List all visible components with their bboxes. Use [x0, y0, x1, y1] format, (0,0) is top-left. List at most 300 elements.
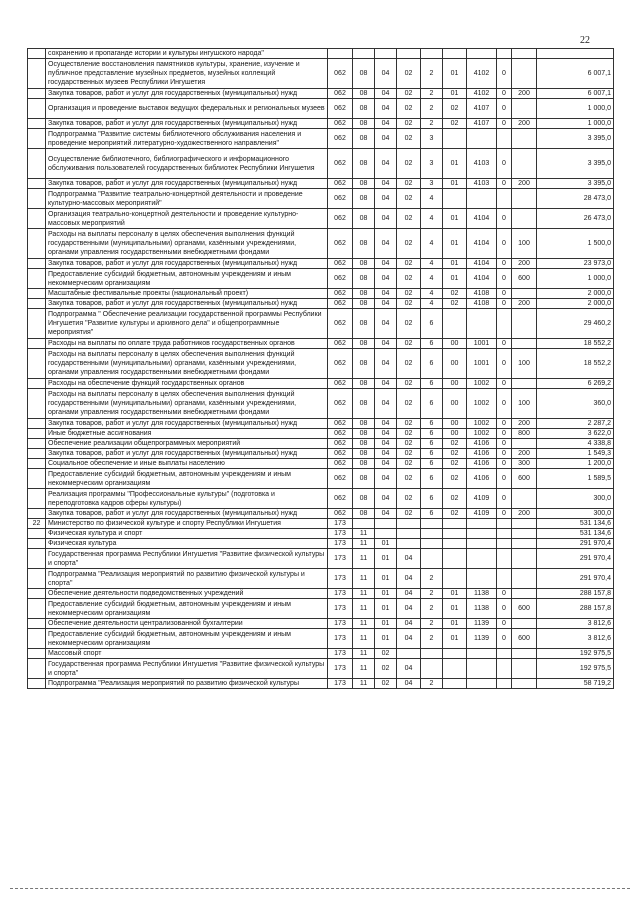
subprogram-code-cell: 6 — [421, 349, 443, 379]
description-cell: Осуществление восстановления памятников культуры, хранение, изучение и публичное представление музейных предметов, музейных коллекций государственных музеев Республики Ингушетия — [46, 59, 328, 89]
event-code-cell: 02 — [443, 119, 467, 129]
subsection-code-cell: 04 — [375, 89, 397, 99]
section-code-cell: 08 — [353, 269, 375, 289]
subprogram-code-cell: 6 — [421, 459, 443, 469]
table-row — [28, 509, 614, 519]
direction-code-cell: 4109 — [467, 489, 497, 509]
extra-code-cell: 0 — [497, 469, 512, 489]
row-number-cell — [28, 489, 46, 509]
expense-type-cell: 600 — [512, 469, 537, 489]
direction-code-cell: 1001 — [467, 339, 497, 349]
program-code-cell — [397, 539, 421, 549]
amount-cell: 300,0 — [537, 509, 614, 519]
ministry-code-cell: 173 — [328, 569, 353, 589]
direction-code-cell — [467, 49, 497, 59]
event-code-cell: 00 — [443, 389, 467, 419]
section-code-cell: 08 — [353, 229, 375, 259]
subsection-code-cell: 04 — [375, 269, 397, 289]
direction-code-cell: 4107 — [467, 99, 497, 119]
table-row — [28, 649, 614, 659]
table-row — [28, 569, 614, 589]
amount-cell: 360,0 — [537, 389, 614, 419]
program-code-cell: 02 — [397, 449, 421, 459]
row-number-cell — [28, 309, 46, 339]
description-cell: Предоставление субсидий бюджетным, автономным учреждениям и иным некоммерческим организациям — [46, 269, 328, 289]
description-cell: Расходы на обеспечение функций государственных органов — [46, 379, 328, 389]
section-code-cell: 11 — [353, 649, 375, 659]
subsection-code-cell: 02 — [375, 659, 397, 679]
table-row — [28, 529, 614, 539]
row-number-cell — [28, 619, 46, 629]
amount-cell: 2 000,0 — [537, 289, 614, 299]
description-cell: Закупка товаров, работ и услуг для государственных (муниципальных) нужд — [46, 299, 328, 309]
direction-code-cell: 1138 — [467, 599, 497, 619]
subsection-code-cell: 04 — [375, 309, 397, 339]
direction-code-cell: 4103 — [467, 149, 497, 179]
section-code-cell: 08 — [353, 99, 375, 119]
subsection-code-cell: 04 — [375, 509, 397, 519]
row-number-cell — [28, 59, 46, 89]
extra-code-cell: 0 — [497, 259, 512, 269]
event-code-cell: 02 — [443, 459, 467, 469]
table-body — [28, 49, 614, 689]
direction-code-cell: 4104 — [467, 209, 497, 229]
subprogram-code-cell: 4 — [421, 189, 443, 209]
ministry-code-cell: 173 — [328, 599, 353, 619]
table-row — [28, 269, 614, 289]
amount-cell: 3 395,0 — [537, 149, 614, 179]
amount-cell: 1 000,0 — [537, 119, 614, 129]
event-code-cell: 00 — [443, 419, 467, 429]
description-cell: Массовый спорт — [46, 649, 328, 659]
ministry-code-cell: 062 — [328, 419, 353, 429]
row-number-cell — [28, 659, 46, 679]
program-code-cell: 02 — [397, 259, 421, 269]
row-number-cell — [28, 299, 46, 309]
program-code-cell: 02 — [397, 389, 421, 419]
description-cell: Расходы на выплаты персоналу в целях обеспечения выполнения функций государственными (муниципальными) органами, казёнными учреждениями, органами управления государственными внебюджетными фондами — [46, 229, 328, 259]
section-code-cell: 11 — [353, 599, 375, 619]
event-code-cell: 01 — [443, 629, 467, 649]
program-code-cell: 02 — [397, 289, 421, 299]
event-code-cell: 00 — [443, 349, 467, 379]
subprogram-code-cell: 4 — [421, 299, 443, 309]
amount-cell: 3 622,0 — [537, 429, 614, 439]
program-code-cell: 02 — [397, 209, 421, 229]
program-code-cell: 02 — [397, 339, 421, 349]
subsection-code-cell: 04 — [375, 209, 397, 229]
subprogram-code-cell: 4 — [421, 259, 443, 269]
subprogram-code-cell — [421, 659, 443, 679]
amount-cell: 1 000,0 — [537, 99, 614, 119]
event-code-cell: 02 — [443, 439, 467, 449]
program-code-cell: 02 — [397, 439, 421, 449]
ministry-code-cell: 062 — [328, 469, 353, 489]
subsection-code-cell: 01 — [375, 599, 397, 619]
extra-code-cell: 0 — [497, 89, 512, 99]
description-cell: Закупка товаров, работ и услуг для государственных (муниципальных) нужд — [46, 419, 328, 429]
program-code-cell: 02 — [397, 269, 421, 289]
expense-type-cell: 200 — [512, 89, 537, 99]
table-row — [28, 99, 614, 119]
subsection-code-cell: 01 — [375, 629, 397, 649]
expense-type-cell — [512, 209, 537, 229]
direction-code-cell: 4102 — [467, 59, 497, 89]
amount-cell: 1 000,0 — [537, 269, 614, 289]
subsection-code-cell: 04 — [375, 489, 397, 509]
extra-code-cell — [497, 659, 512, 679]
event-code-cell: 00 — [443, 429, 467, 439]
section-code-cell: 08 — [353, 449, 375, 459]
section-code-cell: 08 — [353, 379, 375, 389]
amount-cell: 1 500,0 — [537, 229, 614, 259]
amount-cell: 6 269,2 — [537, 379, 614, 389]
extra-code-cell — [497, 49, 512, 59]
amount-cell: 18 552,2 — [537, 339, 614, 349]
event-code-cell: 01 — [443, 619, 467, 629]
row-number-cell — [28, 469, 46, 489]
subsection-code-cell: 04 — [375, 439, 397, 449]
subprogram-code-cell: 2 — [421, 589, 443, 599]
extra-code-cell: 0 — [497, 269, 512, 289]
description-cell: Предоставление субсидий бюджетным, автономным учреждениям и иным некоммерческим организациям — [46, 599, 328, 619]
description-cell: Предоставление субсидий бюджетным, автономным учреждениям и иным некоммерческим организациям — [46, 469, 328, 489]
extra-code-cell: 0 — [497, 509, 512, 519]
description-cell: Обеспечение деятельности подведомственных учреждений — [46, 589, 328, 599]
expense-type-cell — [512, 289, 537, 299]
expense-type-cell — [512, 569, 537, 589]
program-code-cell: 02 — [397, 469, 421, 489]
subsection-code-cell: 04 — [375, 299, 397, 309]
description-cell: Физическая культура — [46, 539, 328, 549]
event-code-cell — [443, 549, 467, 569]
table-row — [28, 469, 614, 489]
direction-code-cell: 4108 — [467, 289, 497, 299]
expense-type-cell: 300 — [512, 459, 537, 469]
direction-code-cell — [467, 549, 497, 569]
page-bottom-rule — [10, 888, 630, 889]
subprogram-code-cell: 3 — [421, 149, 443, 179]
subsection-code-cell: 04 — [375, 259, 397, 269]
description-cell: Закупка товаров, работ и услуг для государственных (муниципальных) нужд — [46, 179, 328, 189]
expense-type-cell — [512, 679, 537, 689]
extra-code-cell: 0 — [497, 179, 512, 189]
event-code-cell — [443, 309, 467, 339]
expense-type-cell — [512, 99, 537, 119]
ministry-code-cell: 062 — [328, 309, 353, 339]
row-number-cell — [28, 129, 46, 149]
description-cell: Подпрограмма " Обеспечение реализации государственной программы Республики Ингушетия "Развитие культуры и архивного дела" и общепрограммные мероприятия" — [46, 309, 328, 339]
description-cell: Обеспечение деятельности централизованной бухгалтерии — [46, 619, 328, 629]
section-code-cell: 11 — [353, 539, 375, 549]
section-code-cell: 08 — [353, 259, 375, 269]
section-code-cell: 11 — [353, 529, 375, 539]
section-code-cell — [353, 519, 375, 529]
direction-code-cell: 4106 — [467, 439, 497, 449]
extra-code-cell: 0 — [497, 439, 512, 449]
subsection-code-cell: 04 — [375, 389, 397, 419]
event-code-cell: 02 — [443, 449, 467, 459]
event-code-cell: 00 — [443, 339, 467, 349]
direction-code-cell: 1001 — [467, 349, 497, 379]
row-number-cell — [28, 439, 46, 449]
event-code-cell: 02 — [443, 299, 467, 309]
ministry-code-cell: 062 — [328, 509, 353, 519]
event-code-cell: 01 — [443, 229, 467, 259]
amount-cell: 1 589,5 — [537, 469, 614, 489]
ministry-code-cell: 062 — [328, 299, 353, 309]
row-number-cell — [28, 119, 46, 129]
expense-type-cell: 800 — [512, 429, 537, 439]
subsection-code-cell: 01 — [375, 569, 397, 589]
extra-code-cell: 0 — [497, 449, 512, 459]
direction-code-cell: 4109 — [467, 509, 497, 519]
event-code-cell: 01 — [443, 599, 467, 619]
subsection-code-cell: 04 — [375, 189, 397, 209]
row-number-cell — [28, 289, 46, 299]
description-cell: Подпрограмма "Развитие театрально-концертной деятельности и проведение культурно-массовых мероприятий" — [46, 189, 328, 209]
ministry-code-cell: 062 — [328, 389, 353, 419]
event-code-cell — [443, 679, 467, 689]
program-code-cell: 04 — [397, 549, 421, 569]
budget-table — [27, 48, 614, 689]
extra-code-cell — [497, 649, 512, 659]
description-cell: Государственная программа Республики Ингушетия "Развитие физической культуры и спорта" — [46, 549, 328, 569]
event-code-cell — [443, 49, 467, 59]
subsection-code-cell — [375, 529, 397, 539]
section-code-cell: 08 — [353, 509, 375, 519]
description-cell: Предоставление субсидий бюджетным, автономным учреждениям и иным некоммерческим организациям — [46, 629, 328, 649]
amount-cell: 29 460,2 — [537, 309, 614, 339]
table-row — [28, 129, 614, 149]
event-code-cell: 01 — [443, 589, 467, 599]
section-code-cell: 08 — [353, 129, 375, 149]
extra-code-cell: 0 — [497, 619, 512, 629]
subsection-code-cell: 01 — [375, 549, 397, 569]
row-number-cell — [28, 49, 46, 59]
expense-type-cell — [512, 129, 537, 149]
ministry-code-cell: 173 — [328, 619, 353, 629]
direction-code-cell — [467, 529, 497, 539]
description-cell: Подпрограмма "Реализация мероприятий по развитию физической культуры — [46, 679, 328, 689]
expense-type-cell — [512, 619, 537, 629]
direction-code-cell: 4103 — [467, 179, 497, 189]
program-code-cell: 04 — [397, 619, 421, 629]
extra-code-cell: 0 — [497, 419, 512, 429]
extra-code-cell — [497, 519, 512, 529]
table-row — [28, 209, 614, 229]
direction-code-cell: 4106 — [467, 469, 497, 489]
extra-code-cell: 0 — [497, 149, 512, 179]
subsection-code-cell: 04 — [375, 339, 397, 349]
subprogram-code-cell: 4 — [421, 229, 443, 259]
subsection-code-cell: 04 — [375, 229, 397, 259]
subprogram-code-cell — [421, 49, 443, 59]
subprogram-code-cell: 6 — [421, 489, 443, 509]
amount-cell: 192 975,5 — [537, 659, 614, 679]
event-code-cell: 02 — [443, 509, 467, 519]
row-number-cell: 22 — [28, 519, 46, 529]
program-code-cell — [397, 649, 421, 659]
ministry-code-cell: 062 — [328, 449, 353, 459]
program-code-cell: 02 — [397, 189, 421, 209]
extra-code-cell: 0 — [497, 459, 512, 469]
program-code-cell: 02 — [397, 509, 421, 519]
program-code-cell: 02 — [397, 99, 421, 119]
table-row — [28, 619, 614, 629]
expense-type-cell — [512, 649, 537, 659]
subsection-code-cell: 04 — [375, 379, 397, 389]
expense-type-cell: 200 — [512, 259, 537, 269]
program-code-cell: 02 — [397, 459, 421, 469]
event-code-cell: 01 — [443, 89, 467, 99]
program-code-cell: 02 — [397, 229, 421, 259]
ministry-code-cell: 062 — [328, 99, 353, 119]
table-row — [28, 629, 614, 649]
amount-cell: 1 200,0 — [537, 459, 614, 469]
direction-code-cell — [467, 569, 497, 589]
section-code-cell: 08 — [353, 59, 375, 89]
amount-cell: 288 157,8 — [537, 589, 614, 599]
row-number-cell — [28, 539, 46, 549]
direction-code-cell: 4107 — [467, 119, 497, 129]
table-row — [28, 379, 614, 389]
description-cell: Физическая культура и спорт — [46, 529, 328, 539]
event-code-cell: 02 — [443, 99, 467, 119]
table-row — [28, 339, 614, 349]
expense-type-cell: 100 — [512, 349, 537, 379]
subsection-code-cell: 01 — [375, 589, 397, 599]
ministry-code-cell: 062 — [328, 269, 353, 289]
subprogram-code-cell: 4 — [421, 289, 443, 299]
extra-code-cell: 0 — [497, 389, 512, 419]
page-number: 22 — [580, 35, 590, 46]
amount-cell: 28 473,0 — [537, 189, 614, 209]
subprogram-code-cell: 6 — [421, 509, 443, 519]
ministry-code-cell: 062 — [328, 289, 353, 299]
row-number-cell — [28, 209, 46, 229]
extra-code-cell: 0 — [497, 99, 512, 119]
direction-code-cell — [467, 129, 497, 149]
amount-cell: 2 287,2 — [537, 419, 614, 429]
direction-code-cell — [467, 539, 497, 549]
ministry-code-cell: 062 — [328, 229, 353, 259]
direction-code-cell: 4104 — [467, 269, 497, 289]
table-row — [28, 549, 614, 569]
expense-type-cell — [512, 659, 537, 679]
expense-type-cell — [512, 439, 537, 449]
direction-code-cell: 1002 — [467, 429, 497, 439]
amount-cell: 300,0 — [537, 489, 614, 509]
direction-code-cell: 1002 — [467, 379, 497, 389]
event-code-cell — [443, 539, 467, 549]
table-row — [28, 149, 614, 179]
direction-code-cell: 1139 — [467, 629, 497, 649]
event-code-cell: 01 — [443, 209, 467, 229]
amount-cell: 3 812,6 — [537, 619, 614, 629]
row-number-cell — [28, 149, 46, 179]
subprogram-code-cell: 3 — [421, 179, 443, 189]
description-cell: Обеспечение реализации общепрограммных мероприятий — [46, 439, 328, 449]
extra-code-cell — [497, 539, 512, 549]
subsection-code-cell: 04 — [375, 179, 397, 189]
table-row — [28, 229, 614, 259]
ministry-code-cell: 062 — [328, 489, 353, 509]
amount-cell: 3 812,6 — [537, 629, 614, 649]
section-code-cell: 08 — [353, 179, 375, 189]
section-code-cell: 08 — [353, 309, 375, 339]
subprogram-code-cell — [421, 649, 443, 659]
event-code-cell: 02 — [443, 469, 467, 489]
table-row — [28, 119, 614, 129]
subprogram-code-cell: 2 — [421, 119, 443, 129]
amount-cell: 6 007,1 — [537, 89, 614, 99]
description-cell: Масштабные фестивальные проекты (национальный проект) — [46, 289, 328, 299]
table-row — [28, 429, 614, 439]
ministry-code-cell: 062 — [328, 439, 353, 449]
subsection-code-cell: 04 — [375, 129, 397, 149]
ministry-code-cell: 062 — [328, 89, 353, 99]
extra-code-cell — [497, 569, 512, 589]
extra-code-cell: 0 — [497, 59, 512, 89]
description-cell: Закупка товаров, работ и услуг для государственных (муниципальных) нужд — [46, 259, 328, 269]
extra-code-cell: 0 — [497, 489, 512, 509]
direction-code-cell: 1002 — [467, 419, 497, 429]
description-cell: Социальное обеспечение и иные выплаты населению — [46, 459, 328, 469]
expense-type-cell — [512, 519, 537, 529]
direction-code-cell: 4104 — [467, 259, 497, 269]
ministry-code-cell: 062 — [328, 189, 353, 209]
extra-code-cell — [497, 309, 512, 339]
description-cell: сохранению и пропаганде истории и культуры ингушского народа" — [46, 49, 328, 59]
ministry-code-cell: 173 — [328, 649, 353, 659]
table-row — [28, 459, 614, 469]
ministry-code-cell: 062 — [328, 149, 353, 179]
section-code-cell: 11 — [353, 619, 375, 629]
ministry-code-cell: 062 — [328, 119, 353, 129]
table-row — [28, 539, 614, 549]
description-cell: Закупка товаров, работ и услуг для государственных (муниципальных) нужд — [46, 509, 328, 519]
amount-cell: 3 395,0 — [537, 179, 614, 189]
extra-code-cell: 0 — [497, 429, 512, 439]
subsection-code-cell: 04 — [375, 289, 397, 299]
section-code-cell: 08 — [353, 339, 375, 349]
event-code-cell: 02 — [443, 489, 467, 509]
subsection-code-cell: 04 — [375, 419, 397, 429]
expense-type-cell — [512, 49, 537, 59]
extra-code-cell: 0 — [497, 289, 512, 299]
expense-type-cell: 200 — [512, 299, 537, 309]
event-code-cell: 01 — [443, 179, 467, 189]
table-row — [28, 259, 614, 269]
expense-type-cell — [512, 339, 537, 349]
program-code-cell: 02 — [397, 59, 421, 89]
extra-code-cell: 0 — [497, 629, 512, 649]
expense-type-cell: 200 — [512, 509, 537, 519]
section-code-cell: 08 — [353, 289, 375, 299]
extra-code-cell: 0 — [497, 119, 512, 129]
program-code-cell: 04 — [397, 599, 421, 619]
subprogram-code-cell: 2 — [421, 569, 443, 589]
extra-code-cell: 0 — [497, 349, 512, 379]
event-code-cell — [443, 659, 467, 679]
row-number-cell — [28, 589, 46, 599]
section-code-cell: 08 — [353, 119, 375, 129]
ministry-code-cell: 062 — [328, 349, 353, 379]
event-code-cell: 01 — [443, 259, 467, 269]
expense-type-cell — [512, 489, 537, 509]
table-row — [28, 179, 614, 189]
